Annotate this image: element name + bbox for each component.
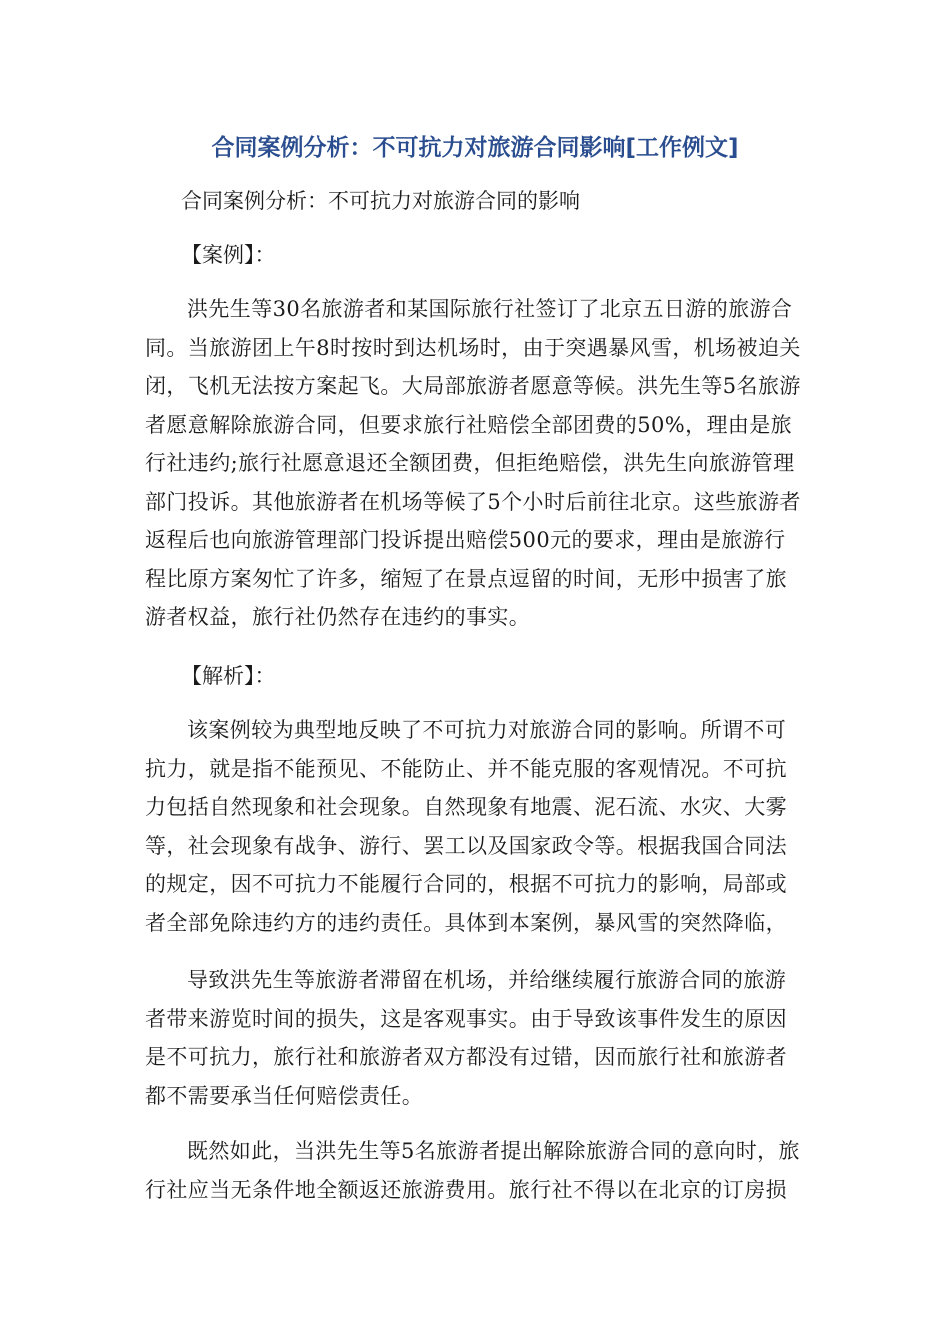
analysis-paragraph-2: 导致洪先生等旅游者滞留在机场，并给继续履行旅游合同的旅游者带来游览时间的损失，这是客观事实。由于导致该事件发生的原因是不可抗力，旅行社和旅游者双方都没有过错，因而旅行社和旅游者都不需要承当任何赔偿责任。 (145, 968, 787, 1108)
document-subtitle: 合同案例分析：不可抗力对旅游合同的影响 (181, 189, 580, 213)
case-heading: 【案例】： (181, 243, 276, 267)
analysis-paragraph-1: 该案例较为典型地反映了不可抗力对旅游合同的影响。所谓不可抗力，就是指不能预见、不能防止、并不能克服的客观情况。不可抗力包括自然现象和社会现象。自然现象有地震、泥石流、水灾、大雾等，社会现象有战争、游行、罢工以及国家政令等。根据我国合同法的规定，因不可抗力不能履行合同的，根据不可抗力的影响，局部或者全部免除违约方的违约责任。具体到本案例，暴风雪的突然降临， (145, 718, 787, 935)
case-paragraph: 洪先生等30名旅游者和某国际旅行社签订了北京五日游的旅游合同。当旅游团上午8时按时到达机场时，由于突遇暴风雪，机场被迫关闭，飞机无法按方案起飞。大局部旅游者愿意等候。洪先生等5名旅游者愿意解除旅游合同，但要求旅行社赔偿全部团费的50%，理由是旅行社违约;旅行社愿意退还全额团费，但拒绝赔偿，洪先生向旅游管理部门投诉。其他旅游者在机场等候了5个小时后前往北京。这些旅游者返程后也向旅游管理部门投诉提出赔偿500元的要求，理由是旅游行程比原方案匆忙了许多，缩短了在景点逗留的时间，无形中损害了旅游者权益，旅行社仍然存在违约的事实。 (145, 297, 801, 629)
analysis-paragraph-3: 既然如此，当洪先生等5名旅游者提出解除旅游合同的意向时，旅行社应当无条件地全额返还旅游费用。旅行社不得以在北京的订房损 (145, 1139, 800, 1202)
analysis-section-2 (145, 961, 805, 1115)
analysis-section-1 (145, 711, 805, 942)
analysis-heading: 【解析】： (181, 664, 276, 688)
document-title: 合同案例分析：不可抗力对旅游合同影响[工作例文] (211, 135, 739, 161)
case-section (145, 290, 805, 637)
analysis-section-3 (145, 1132, 805, 1209)
